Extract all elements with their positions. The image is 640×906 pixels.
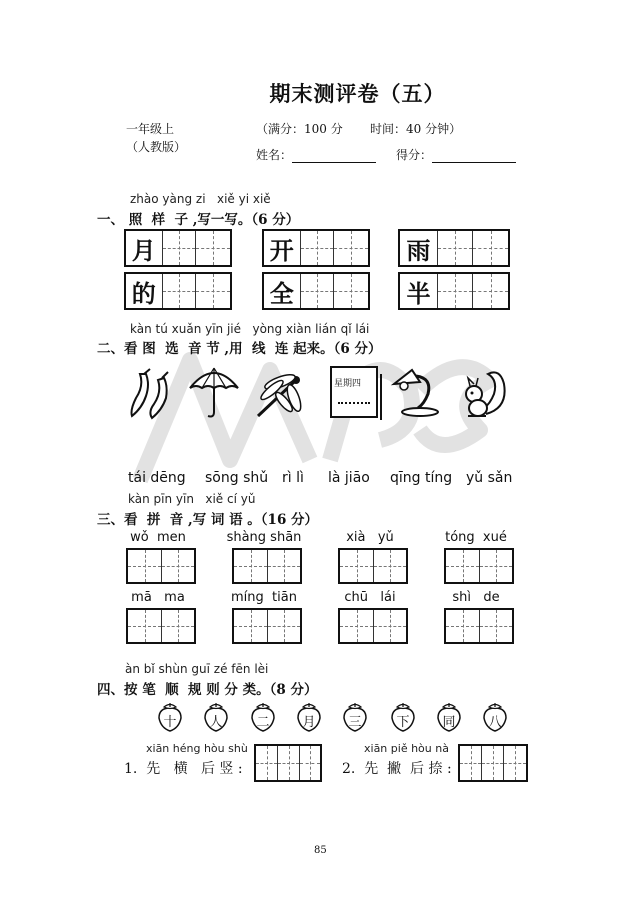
q4-sub1-label: 1. 先 横 后 竖 : <box>124 761 243 777</box>
time-label: 时间：40 分钟） <box>370 122 462 136</box>
score-label: 得分： <box>396 148 433 162</box>
q3-answer-cell[interactable] <box>268 610 300 642</box>
q3-answer-cell[interactable] <box>128 550 162 582</box>
strawberry-char-card[interactable] <box>390 702 416 732</box>
q1-practice-cell[interactable] <box>438 274 473 308</box>
q1-practice-cell[interactable] <box>301 231 335 265</box>
q3-answer-cell[interactable] <box>268 550 300 582</box>
score-field[interactable] <box>396 146 516 163</box>
umbrella-icon <box>186 364 242 420</box>
q3-answer-cell[interactable] <box>374 610 406 642</box>
page-number: 85 <box>314 845 327 856</box>
q4-sub2-label: 2. 先 撇 后 捺 : <box>342 761 452 777</box>
q4-sub2-answer-box[interactable] <box>458 744 528 782</box>
answer-cell[interactable] <box>256 746 278 780</box>
q1-model-char: 的 <box>126 274 163 308</box>
option-song-shu[interactable]: sōng shǔ <box>205 470 269 486</box>
q4-sub2-pinyin: xiān piě hòu nà <box>364 742 449 755</box>
q3-pinyin: kàn pīn yīn xiě cí yǔ <box>128 492 256 506</box>
q1-practice-cell[interactable] <box>473 274 508 308</box>
q2-heading: 二、看 图 选 音 节 ,用 线 连 起来。（6 分） <box>97 341 382 357</box>
q3-answer-grid[interactable] <box>232 608 302 644</box>
desk-lamp-icon <box>388 364 444 420</box>
strawberry-char: 十 <box>163 715 177 730</box>
q4-pinyin: àn bǐ shùn guī zé fēn lèi <box>125 662 269 676</box>
q3-answer-grid[interactable] <box>444 608 514 644</box>
q4-sub1-answer-box[interactable] <box>254 744 322 782</box>
q3-answer-cell[interactable] <box>446 610 480 642</box>
q3-answer-cell[interactable] <box>162 550 194 582</box>
option-yu-san[interactable]: yǔ sǎn <box>466 470 513 486</box>
strawberry-char-card[interactable] <box>296 702 322 732</box>
answer-cell[interactable] <box>482 746 504 780</box>
q1-model-char: 雨 <box>400 231 438 265</box>
q3-word-pinyin: shì de <box>452 590 500 605</box>
q1-practice-cell[interactable] <box>301 274 335 308</box>
q3-answer-cell[interactable] <box>234 610 268 642</box>
q3-answer-cell[interactable] <box>480 610 512 642</box>
full-score-label: （满分：100 分 <box>256 122 343 136</box>
answer-cell[interactable] <box>504 746 526 780</box>
q3-answer-grid[interactable] <box>338 608 408 644</box>
strawberry-char: 人 <box>209 715 223 730</box>
strawberry-char-card[interactable] <box>342 702 368 732</box>
name-blank[interactable] <box>292 148 376 163</box>
q1-writing-grid[interactable] <box>398 272 510 310</box>
q1-writing-grid[interactable] <box>124 229 232 267</box>
strawberry-char: 二 <box>256 715 270 730</box>
q1-practice-cell[interactable] <box>438 231 473 265</box>
q3-word-pinyin: míng tiān <box>231 590 297 605</box>
q3-word-pinyin: mā ma <box>131 590 185 605</box>
grade-label: 一年级上 <box>126 122 175 136</box>
q3-word-pinyin: chū lái <box>344 590 396 605</box>
q1-model-char: 半 <box>400 274 438 308</box>
q1-pinyin: zhào yàng zi xiě yi xiě <box>130 192 271 206</box>
q3-word-pinyin: wǒ men <box>130 530 186 545</box>
q1-writing-grid[interactable] <box>124 272 232 310</box>
q3-answer-cell[interactable] <box>446 550 480 582</box>
q3-answer-cell[interactable] <box>480 550 512 582</box>
q3-word-pinyin: xià yǔ <box>346 530 394 545</box>
strawberry-char-card[interactable] <box>157 702 183 732</box>
calendar-icon <box>330 366 378 418</box>
edition-label: （人教版） <box>126 140 187 154</box>
q1-practice-cell[interactable] <box>196 274 230 308</box>
q3-answer-cell[interactable] <box>128 610 162 642</box>
q3-answer-grid[interactable] <box>126 548 196 584</box>
q1-writing-grid[interactable] <box>398 229 510 267</box>
q1-model-char: 开 <box>264 231 301 265</box>
q3-answer-grid[interactable] <box>444 548 514 584</box>
q2-pinyin: kàn tú xuǎn yīn jié yòng xiàn lián qǐ lái <box>130 322 370 336</box>
chili-pepper-icon <box>122 368 182 420</box>
option-ri-li[interactable]: rì lì <box>282 470 304 486</box>
q3-answer-cell[interactable] <box>340 610 374 642</box>
q1-practice-cell[interactable] <box>334 231 368 265</box>
q1-practice-cell[interactable] <box>163 274 197 308</box>
q1-practice-cell[interactable] <box>473 231 508 265</box>
q3-heading: 三、看 拼 音 ,写 词 语 。（16 分） <box>97 512 319 528</box>
answer-cell[interactable] <box>278 746 300 780</box>
q1-practice-cell[interactable] <box>334 274 368 308</box>
q3-answer-grid[interactable] <box>338 548 408 584</box>
q3-answer-grid[interactable] <box>232 548 302 584</box>
q1-practice-cell[interactable] <box>163 231 197 265</box>
q1-heading: 一、 照 样 子 ,写一写。（6 分） <box>97 212 300 228</box>
answer-cell[interactable] <box>460 746 482 780</box>
strawberry-char: 同 <box>442 715 456 730</box>
answer-cell[interactable] <box>300 746 320 780</box>
q3-answer-grid[interactable] <box>126 608 196 644</box>
strawberry-char: 三 <box>348 715 362 730</box>
dragonfly-icon <box>250 368 310 420</box>
q1-model-char: 全 <box>264 274 301 308</box>
strawberry-char-card[interactable] <box>436 702 462 732</box>
q3-word-pinyin: shàng shān <box>226 530 302 545</box>
strawberry-char: 八 <box>488 715 502 730</box>
q1-practice-cell[interactable] <box>196 231 230 265</box>
strawberry-char-card[interactable] <box>203 702 229 732</box>
strawberry-char-card[interactable] <box>250 702 276 732</box>
strawberry-char: 月 <box>302 715 316 730</box>
q3-answer-cell[interactable] <box>162 610 194 642</box>
name-field[interactable] <box>256 146 376 163</box>
squirrel-icon <box>454 364 510 422</box>
strawberry-char: 下 <box>396 715 410 730</box>
page-title: 期末测评卷（五） <box>269 81 446 106</box>
option-tai-deng[interactable]: tái dēng <box>128 470 186 486</box>
q1-writing-grid[interactable] <box>262 272 370 310</box>
q3-answer-cell[interactable] <box>340 550 374 582</box>
option-la-jiao[interactable]: là jiāo <box>328 470 370 486</box>
q3-answer-cell[interactable] <box>374 550 406 582</box>
q4-heading: 四、按 笔 顺 规 则 分 类。（8 分） <box>97 682 318 698</box>
name-label: 姓名： <box>256 148 293 162</box>
q3-word-pinyin: tóng xué <box>445 530 507 545</box>
q4-sub1-pinyin: xiān héng hòu shù <box>146 742 248 755</box>
q3-answer-cell[interactable] <box>234 550 268 582</box>
calendar-day-label: 星期四 <box>334 379 362 389</box>
q1-model-char: 月 <box>126 231 163 265</box>
strawberry-char-card[interactable] <box>482 702 508 732</box>
score-blank[interactable] <box>432 148 516 163</box>
q1-writing-grid[interactable] <box>262 229 370 267</box>
option-qing-ting[interactable]: qīng tíng <box>390 470 453 486</box>
